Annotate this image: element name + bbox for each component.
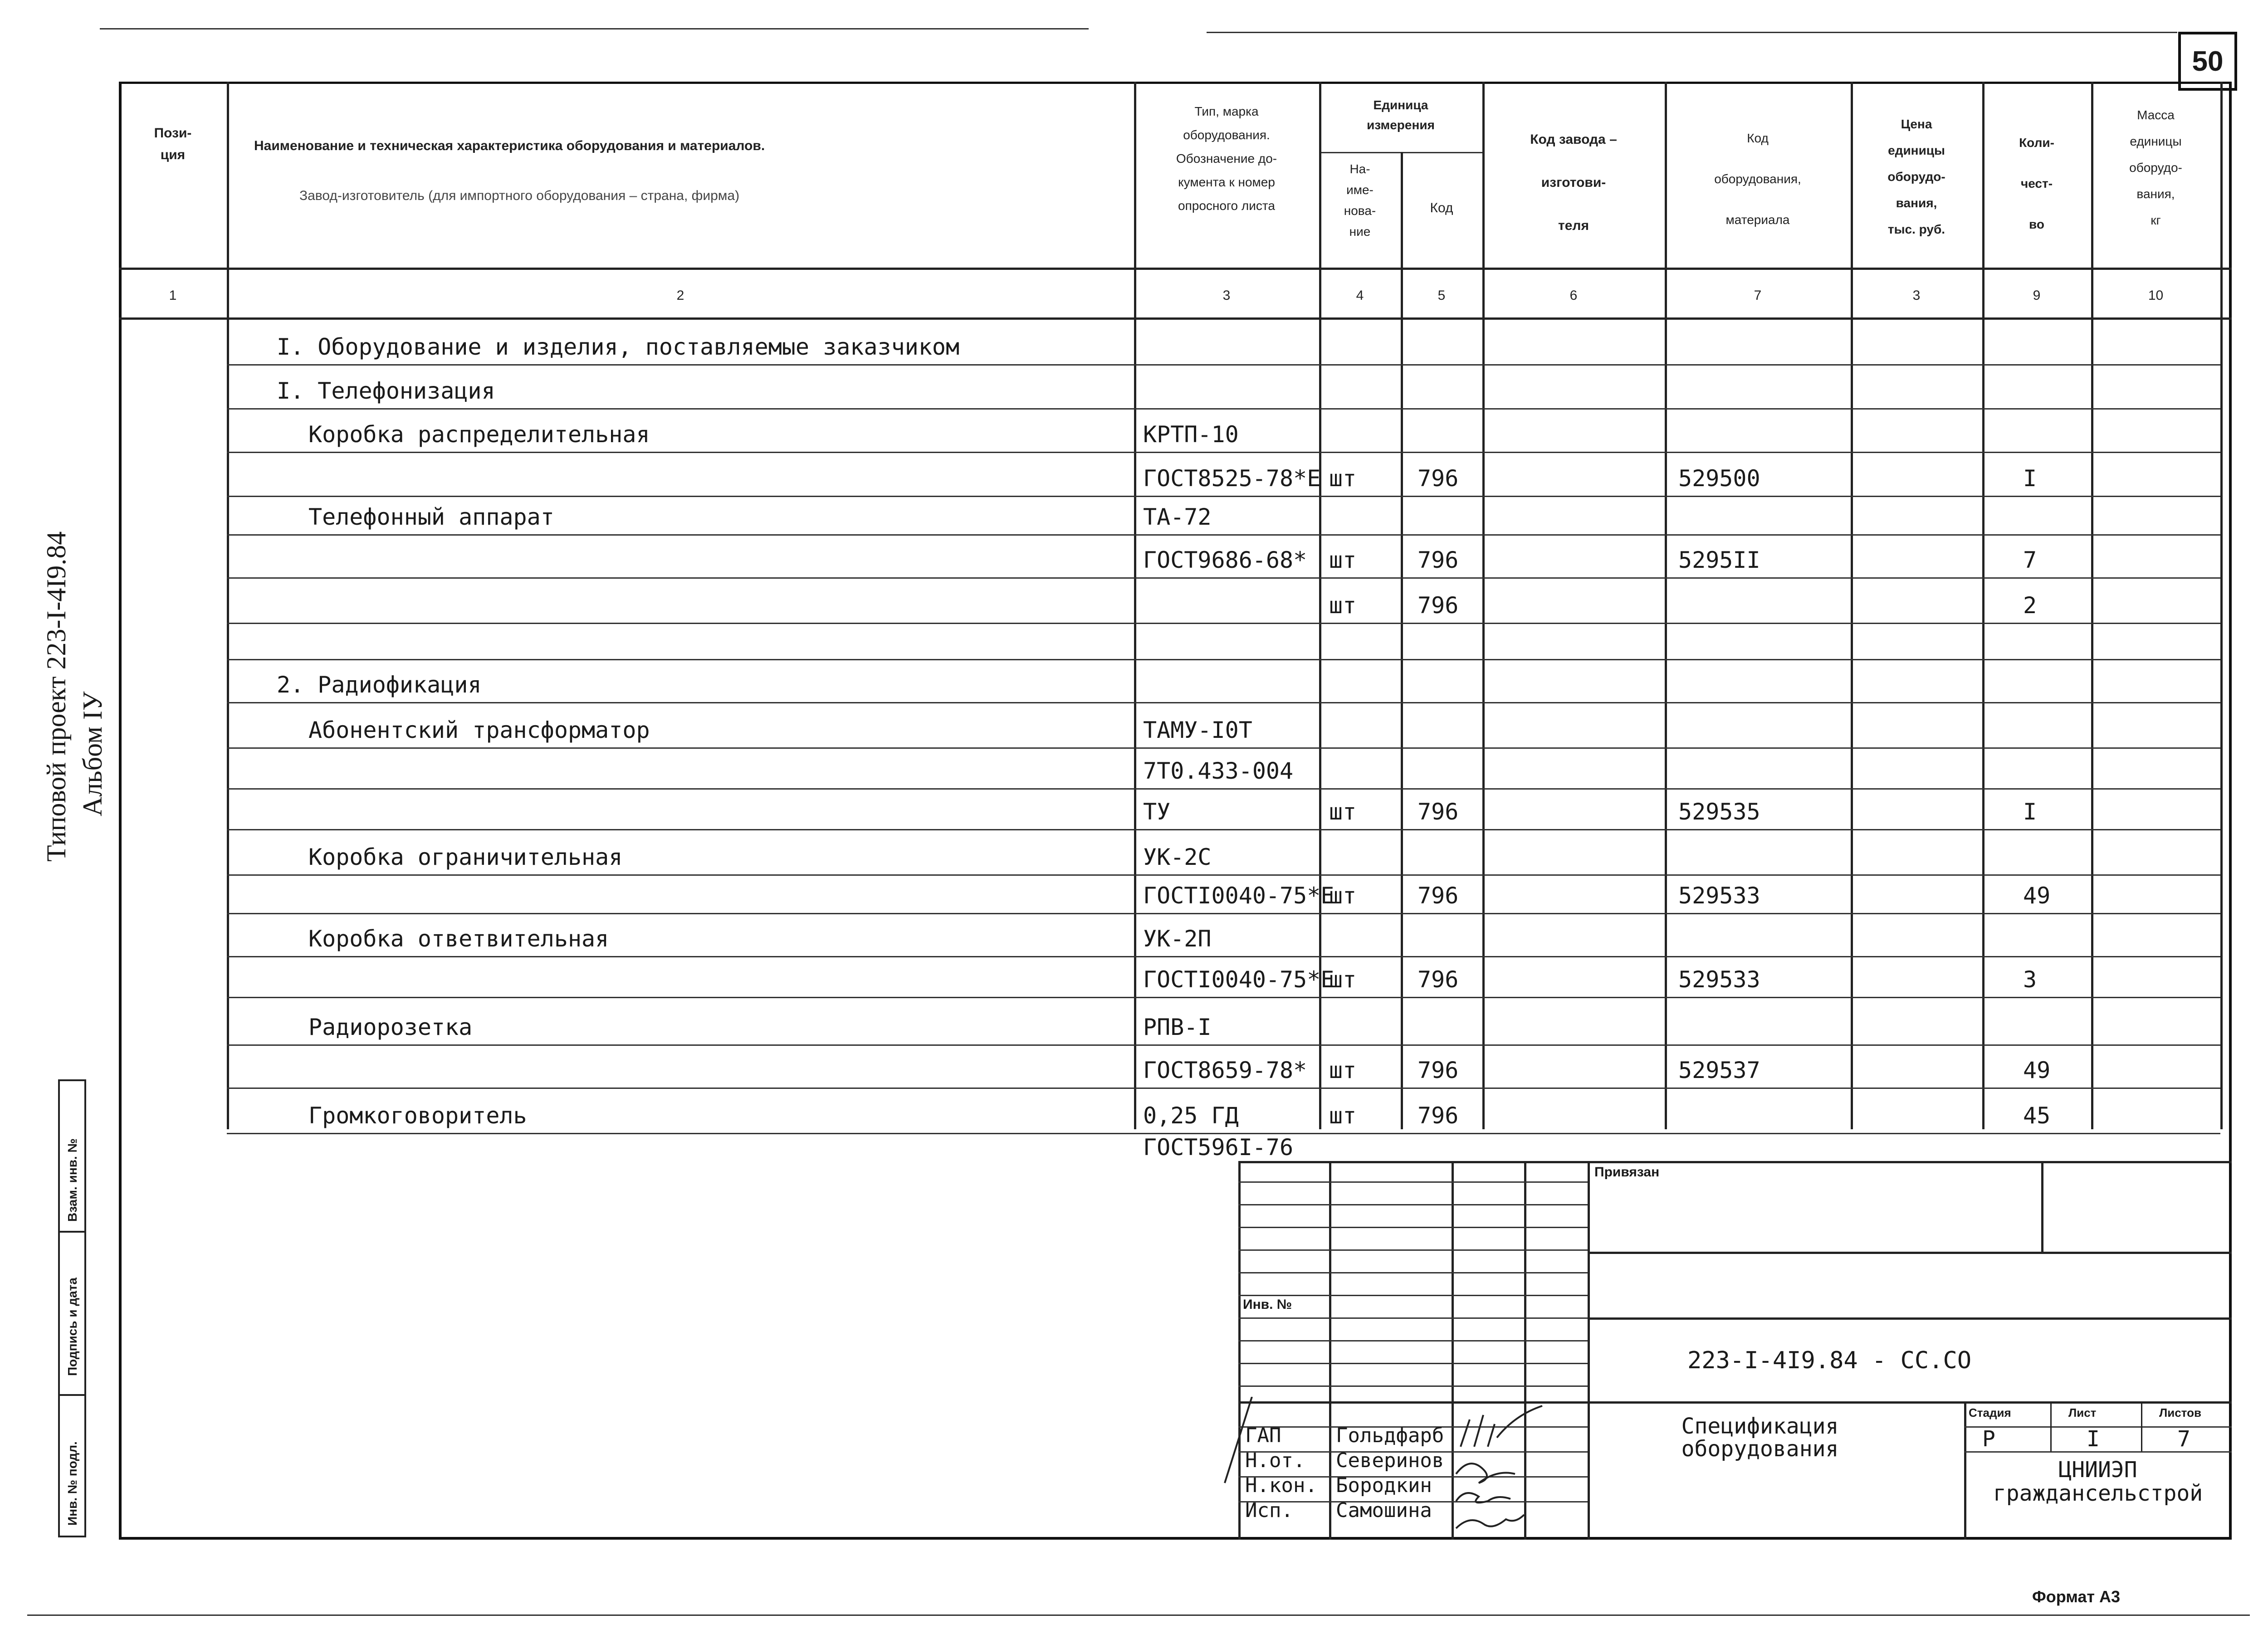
- row-type: ТУ: [1143, 799, 1171, 825]
- hdr-num-10: 10: [2148, 288, 2164, 303]
- row-quantity: 2: [2023, 592, 2037, 619]
- row-unit: шт: [1329, 1057, 1357, 1083]
- row-type: 7Т0.433-004: [1143, 758, 1294, 784]
- row-quantity: 49: [2023, 1057, 2051, 1083]
- signer-role-isp: Исп.: [1245, 1499, 1293, 1522]
- format-label: Формат А3: [2032, 1587, 2121, 1606]
- row-type: ГОСТ8525-78*Е: [1143, 465, 1321, 492]
- doc-title: Спецификация оборудования: [1681, 1414, 1839, 1462]
- slant-line: [1220, 1397, 1256, 1488]
- row-unit: шт: [1329, 799, 1357, 825]
- row-unit: шт: [1329, 547, 1357, 573]
- row-unit-code: 796: [1418, 799, 1459, 825]
- row-name: Коробка ограничительная: [308, 844, 623, 870]
- row-name: Радиорозетка: [308, 1014, 473, 1040]
- row-unit-code: 796: [1418, 465, 1459, 492]
- side-stamp-vzam: Взам. инв. №: [65, 1138, 79, 1222]
- hdr-num-3: 3: [1222, 288, 1231, 303]
- hdr-unit-name: На- име- нова- ние: [1344, 162, 1376, 239]
- hdr-num-4: 4: [1356, 288, 1364, 303]
- row-name: Абонентский трансформатор: [308, 717, 650, 743]
- hdr-num-7: 7: [1754, 288, 1762, 303]
- row-equipment-code: 529533: [1678, 883, 1760, 909]
- row-equipment-code: 529500: [1678, 465, 1760, 492]
- side-stamp-inv-podl: Инв. № подл.: [65, 1441, 79, 1526]
- hdr-mass: Масса единицы оборудо- вания, кг: [2129, 108, 2182, 227]
- hdr-num-9: 9: [2033, 288, 2041, 303]
- side-stamp-strip: [58, 1079, 86, 1537]
- hdr-name-line1: Наименование и техническая характеристика оборудования и материалов.: [254, 138, 765, 153]
- row-type: ГОСТI0040-75*Е: [1143, 966, 1334, 993]
- signer-name-not: Северинов: [1336, 1449, 1444, 1472]
- side-stamp-podpis: Подпись и дата: [65, 1278, 79, 1376]
- row-name: Громкоговоритель: [308, 1102, 527, 1129]
- org-name: ЦНИИЭП граждансельстрой: [1993, 1457, 2203, 1506]
- hdr-num-5: 5: [1437, 288, 1446, 303]
- hdr-quantity: Коли- чест- во: [2019, 136, 2054, 231]
- privyazan-label: Привязан: [1594, 1165, 1660, 1180]
- hdr-position: Пози- ция: [154, 126, 192, 162]
- row-name: I. Телефонизация: [277, 378, 495, 404]
- row-unit-code: 796: [1418, 1057, 1459, 1083]
- stage-value: Р: [1982, 1426, 1995, 1452]
- sheet-value: I: [2087, 1426, 2100, 1452]
- hdr-factory-code: Код завода – изготови- теля: [1530, 132, 1617, 233]
- row-unit-code: 796: [1418, 883, 1459, 909]
- row-name: I. Оборудование и изделия, поставляемые заказчиком: [277, 334, 960, 360]
- hdr-num-8: 3: [1912, 288, 1921, 303]
- top-cut-line-right: [1207, 32, 2177, 33]
- page-number: 50: [2178, 32, 2237, 91]
- hdr-unit-code: Код: [1430, 200, 1453, 215]
- inv-no-label: Инв. №: [1243, 1297, 1292, 1312]
- sheets-value: 7: [2177, 1426, 2190, 1452]
- hdr-price: Цена единицы оборудо- вания, тыс. руб.: [1887, 117, 1945, 236]
- row-type: ТАМУ-I0Т: [1143, 717, 1252, 743]
- side-title-line1: Типовой проект 223-I-4I9.84: [41, 531, 71, 862]
- signer-role-not: Н.от.: [1245, 1449, 1305, 1472]
- sheet-label: Лист: [2068, 1406, 2097, 1419]
- row-quantity: 3: [2023, 966, 2037, 993]
- row-unit: шт: [1329, 883, 1357, 909]
- row-quantity: I: [2023, 465, 2037, 492]
- hdr-num-2: 2: [676, 288, 684, 303]
- hdr-type: Тип, марка оборудования. Обозначение до- кумента к номер опросного листа: [1176, 104, 1277, 213]
- row-unit: шт: [1329, 592, 1357, 619]
- row-quantity: I: [2023, 799, 2037, 825]
- row-type: ГОСТ8659-78*: [1143, 1057, 1307, 1083]
- row-unit-code: 796: [1418, 592, 1459, 619]
- row-name: 2. Радиофикация: [277, 672, 482, 698]
- top-cut-line-left: [100, 28, 1089, 29]
- row-unit: шт: [1329, 1102, 1357, 1129]
- hdr-name-line2: Завод-изготовитель (для импортного оборудования – страна, фирма): [299, 188, 740, 203]
- row-equipment-code: 529535: [1678, 799, 1760, 825]
- signer-role-nkon: Н.кон.: [1245, 1474, 1317, 1497]
- row-type: УК-2С: [1143, 844, 1212, 870]
- row-unit-code: 796: [1418, 547, 1459, 573]
- row-type: ГОСТI0040-75*Е: [1143, 883, 1334, 909]
- row-quantity: 7: [2023, 547, 2037, 573]
- row-type: 0,25 ГД: [1143, 1102, 1239, 1129]
- stage-label: Стадия: [1969, 1406, 2011, 1419]
- row-unit: шт: [1329, 966, 1357, 993]
- sheets-label: Листов: [2159, 1406, 2201, 1419]
- row-type: ГОСТ9686-68*: [1143, 547, 1307, 573]
- row-equipment-code: 529537: [1678, 1057, 1760, 1083]
- hdr-num-1: 1: [169, 288, 177, 303]
- signer-name-gap: Гольдфарб: [1336, 1424, 1444, 1447]
- row-equipment-code: 5295II: [1678, 547, 1760, 573]
- doc-code: 223-I-4I9.84 - СС.СО: [1687, 1347, 1972, 1374]
- row-unit-code: 796: [1418, 1102, 1459, 1129]
- side-title-line2: Альбом IУ: [78, 691, 108, 816]
- row-name: Коробка распределительная: [308, 421, 650, 448]
- row-quantity: 49: [2023, 883, 2051, 909]
- row-name: Коробка ответвительная: [308, 926, 609, 952]
- row-quantity: 45: [2023, 1102, 2051, 1129]
- row-unit-code: 796: [1418, 966, 1459, 993]
- row-type: КРТП-10: [1143, 421, 1239, 448]
- after-table-gost: ГОСТ596I-76: [1143, 1134, 1294, 1161]
- hdr-num-6: 6: [1569, 288, 1578, 303]
- row-type: РПВ-I: [1143, 1014, 1212, 1040]
- row-unit: шт: [1329, 465, 1357, 492]
- row-equipment-code: 529533: [1678, 966, 1760, 993]
- signature-scribbles: [1452, 1379, 1588, 1540]
- hdr-unit: Единица измерения: [1367, 98, 1435, 132]
- signer-name-isp: Самошина: [1336, 1499, 1432, 1522]
- signer-role-gap: ГАП: [1245, 1424, 1281, 1447]
- row-name: Телефонный аппарат: [308, 504, 554, 530]
- signer-name-nkon: Бородкин: [1336, 1474, 1432, 1497]
- bottom-cut-line: [27, 1614, 2250, 1616]
- row-type: УК-2П: [1143, 926, 1212, 952]
- hdr-equip-code: Код оборудования, материала: [1714, 131, 1801, 227]
- title-block: [1238, 1161, 2232, 1540]
- row-type: ТА-72: [1143, 504, 1212, 530]
